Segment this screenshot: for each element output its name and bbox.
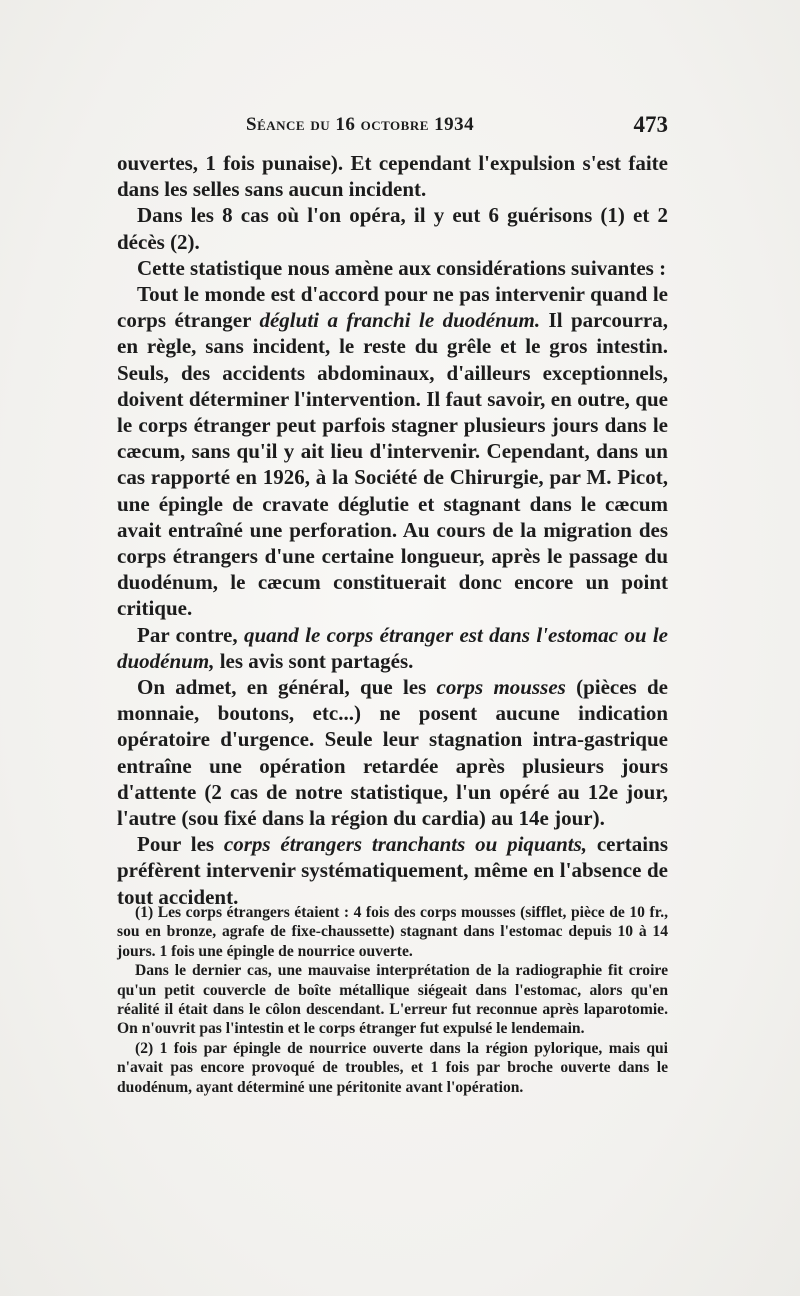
running-head: Séance du 16 octobre 1934	[246, 114, 475, 135]
page-header	[116, 112, 668, 142]
italic-segment: corps mousses	[436, 675, 566, 700]
text-segment: Dans les 8 cas où l'on opéra, il y eut 6 guérisons (1) et 2 décès (2).	[117, 203, 668, 254]
footnotes	[117, 903, 668, 1097]
paragraph	[117, 674, 668, 831]
text-segment: Cette statistique nous amène aux considérations suivantes :	[137, 255, 667, 280]
text-segment: Par contre,	[137, 622, 244, 647]
text-segment: ouvertes, 1 fois punaise). Et cependant l'expulsion s'est faite dans les selles sans aucun incident.	[117, 151, 668, 202]
text-segment: Tout le monde est d'accord pour ne pas intervenir quand le corps étranger	[117, 282, 668, 333]
text-segment: certains préfèrent intervenir systématiquement, même en l'absence de tout accident.	[117, 832, 668, 909]
page-number: 473	[633, 112, 668, 137]
text-segment: On admet, en général, que les	[137, 675, 437, 700]
text-segment: Il parcourra, en règle, sans incident, le reste du grêle et le gros intestin. Seuls, des accidents abdominaux, d'ailleurs exceptionnels, doivent déterminer l'intervention. Il faut savoir, en outre, que le corps étranger peut parfois stagner plusieurs jours dans le cæcum, sans qu'il y ait lieu d'intervenir. Cependant, dans un cas rapporté en 1926, à la Société de Chirurgie, par M. Picot, une épingle de cravate déglutie et stagnant dans le cæcum avait entraîné une perforation. Au cours de la migration des corps étrangers d'une certaine longueur, après le passage du duodénum, le cæcum constituerait donc encore un point critique.	[117, 308, 668, 621]
paragraph	[117, 150, 668, 202]
italic-segment: corps étrangers tranchants ou piquants,	[223, 832, 588, 857]
text-segment: Pour les	[137, 832, 224, 857]
footnote: Dans le dernier cas, une mauvaise interprétation de la radiographie fit croire qu'un petit couvercle de boîte métallique siégeait dans l'estomac, alors qu'en réalité il était dans le côlon descendant. L'erreur fut reconnue après laparotomie. On n'ouvrit pas l'intestin et le corps étranger fut expulsé le lendemain.	[117, 962, 668, 1038]
text-segment: (pièces de monnaie, boutons, etc...) ne posent aucune indication opératoire d'urgence. Seule leur stagnation intra-gastrique entraîne une opération retardée après plusieurs jours d'attente (2 cas de notre statistique, l'un opéré au 12e jour, l'autre (sou fixé dans la région du cardia) au 14e jour).	[117, 675, 668, 831]
text-segment: les avis sont partagés.	[214, 648, 414, 673]
paragraph	[117, 622, 668, 674]
paragraph	[117, 255, 668, 281]
italic-segment: dégluti a franchi le duodénum.	[259, 308, 541, 333]
main-text	[117, 150, 668, 910]
italic-segment: quand le corps étranger est dans l'estomac ou le duodénum,	[117, 622, 668, 673]
footnote: (2) 1 fois par épingle de nourrice ouverte dans la région pylorique, mais qui n'avait pas encore provoqué de troubles, et 1 fois par broche ouverte dans le duodénum, ayant déterminé une péritonite avant l'opération.	[117, 1039, 668, 1096]
footnote: (1) Les corps étrangers étaient : 4 fois des corps mousses (sifflet, pièce de 10 fr., sou en bronze, agrafe de fixe-chaussette) stagnant dans l'estomac depuis 10 à 14 jours. 1 fois une épingle de nourrice ouverte.	[117, 904, 668, 960]
paragraph	[117, 281, 668, 622]
paragraph	[117, 202, 668, 254]
paragraph	[117, 831, 668, 910]
